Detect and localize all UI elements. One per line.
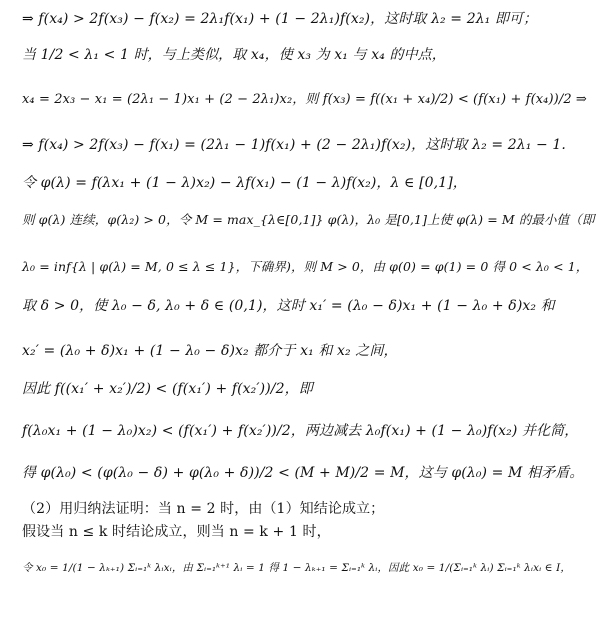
proof-line-5: 令 φ(λ) = f(λx₁ + (1 − λ)x₂) − λf(x₁) − (1 − λ)f(x₂)，λ ∈ [0,1]， — [22, 175, 467, 191]
proof-line-2: 当 1/2 < λ₁ < 1 时，与上类似，取 x₄，使 x₃ 为 x₁ 与 x₄ 的中点， — [22, 47, 446, 63]
proof-line-15: 令 x₀ = 1/(1 − λₖ₊₁) Σᵢ₌₁ᵏ λᵢxᵢ，由 Σᵢ₌₁ᵏ⁺¹ λᵢ = 1 得 1 − λₖ₊₁ = Σᵢ₌₁ᵏ λᵢ，因此 x₀ = 1/(Σᵢ₌₁ᵏ λᵢ) Σᵢ₌₁ᵏ λᵢxᵢ ∈ I， — [22, 562, 571, 574]
proof-line-14: 假设当 n ≤ k 时结论成立，则当 n = k + 1 时， — [22, 524, 331, 540]
proof-line-3: x₄ = 2x₃ − x₁ = (2λ₁ − 1)x₁ + (2 − 2λ₁)x₂，则 f(x₃) = f((x₁ + x₄)/2) < (f(x₁) + f(x₄))/2 ⇒ — [22, 92, 587, 107]
proof-line-11: f(λ₀x₁ + (1 − λ₀)x₂) < (f(x₁′) + f(x₂′))/2，两边减去 λ₀f(x₁) + (1 − λ₀)f(x₂) 并化简， — [22, 423, 579, 439]
proof-line-13: （2）用归纳法证明：当 n = 2 时，由（1）知结论成立； — [22, 501, 385, 517]
proof-line-12: 得 φ(λ₀) < (φ(λ₀ − δ) + φ(λ₀ + δ))/2 < (M + M)/2 = M，这与 φ(λ₀) = M 相矛盾。 — [22, 465, 584, 481]
proof-line-7: λ₀ = inf{λ | φ(λ) = M, 0 ≤ λ ≤ 1}，下确界)，则 M > 0，由 φ(0) = φ(1) = 0 得 0 < λ₀ < 1， — [22, 259, 589, 274]
proof-line-6: 则 φ(λ) 连续，φ(λ₂) > 0，令 M = max_{λ∈[0,1]} φ(λ)，λ₀ 是[0,1]上使 φ(λ) = M 的最小值（即 — [22, 212, 595, 227]
proof-line-4: ⇒ f(x₄) > 2f(x₃) − f(x₁) = (2λ₁ − 1)f(x₁) + (2 − 2λ₁)f(x₂)，这时取 λ₂ = 2λ₁ − 1. — [22, 137, 566, 153]
proof-line-8: 取 δ > 0，使 λ₀ − δ, λ₀ + δ ∈ (0,1)，这时 x₁′ = (λ₀ − δ)x₁ + (1 − λ₀ + δ)x₂ 和 — [22, 298, 555, 314]
proof-line-1: ⇒ f(x₄) > 2f(x₃) − f(x₂) = 2λ₁f(x₁) + (1 − 2λ₁)f(x₂)，这时取 λ₂ = 2λ₁ 即可； — [22, 11, 538, 27]
proof-line-10: 因此 f((x₁′ + x₂′)/2) < (f(x₁′) + f(x₂′))/2，即 — [22, 381, 313, 397]
proof-line-9: x₂′ = (λ₀ + δ)x₁ + (1 − λ₀ − δ)x₂ 都介于 x₁ 和 x₂ 之间， — [22, 343, 398, 359]
